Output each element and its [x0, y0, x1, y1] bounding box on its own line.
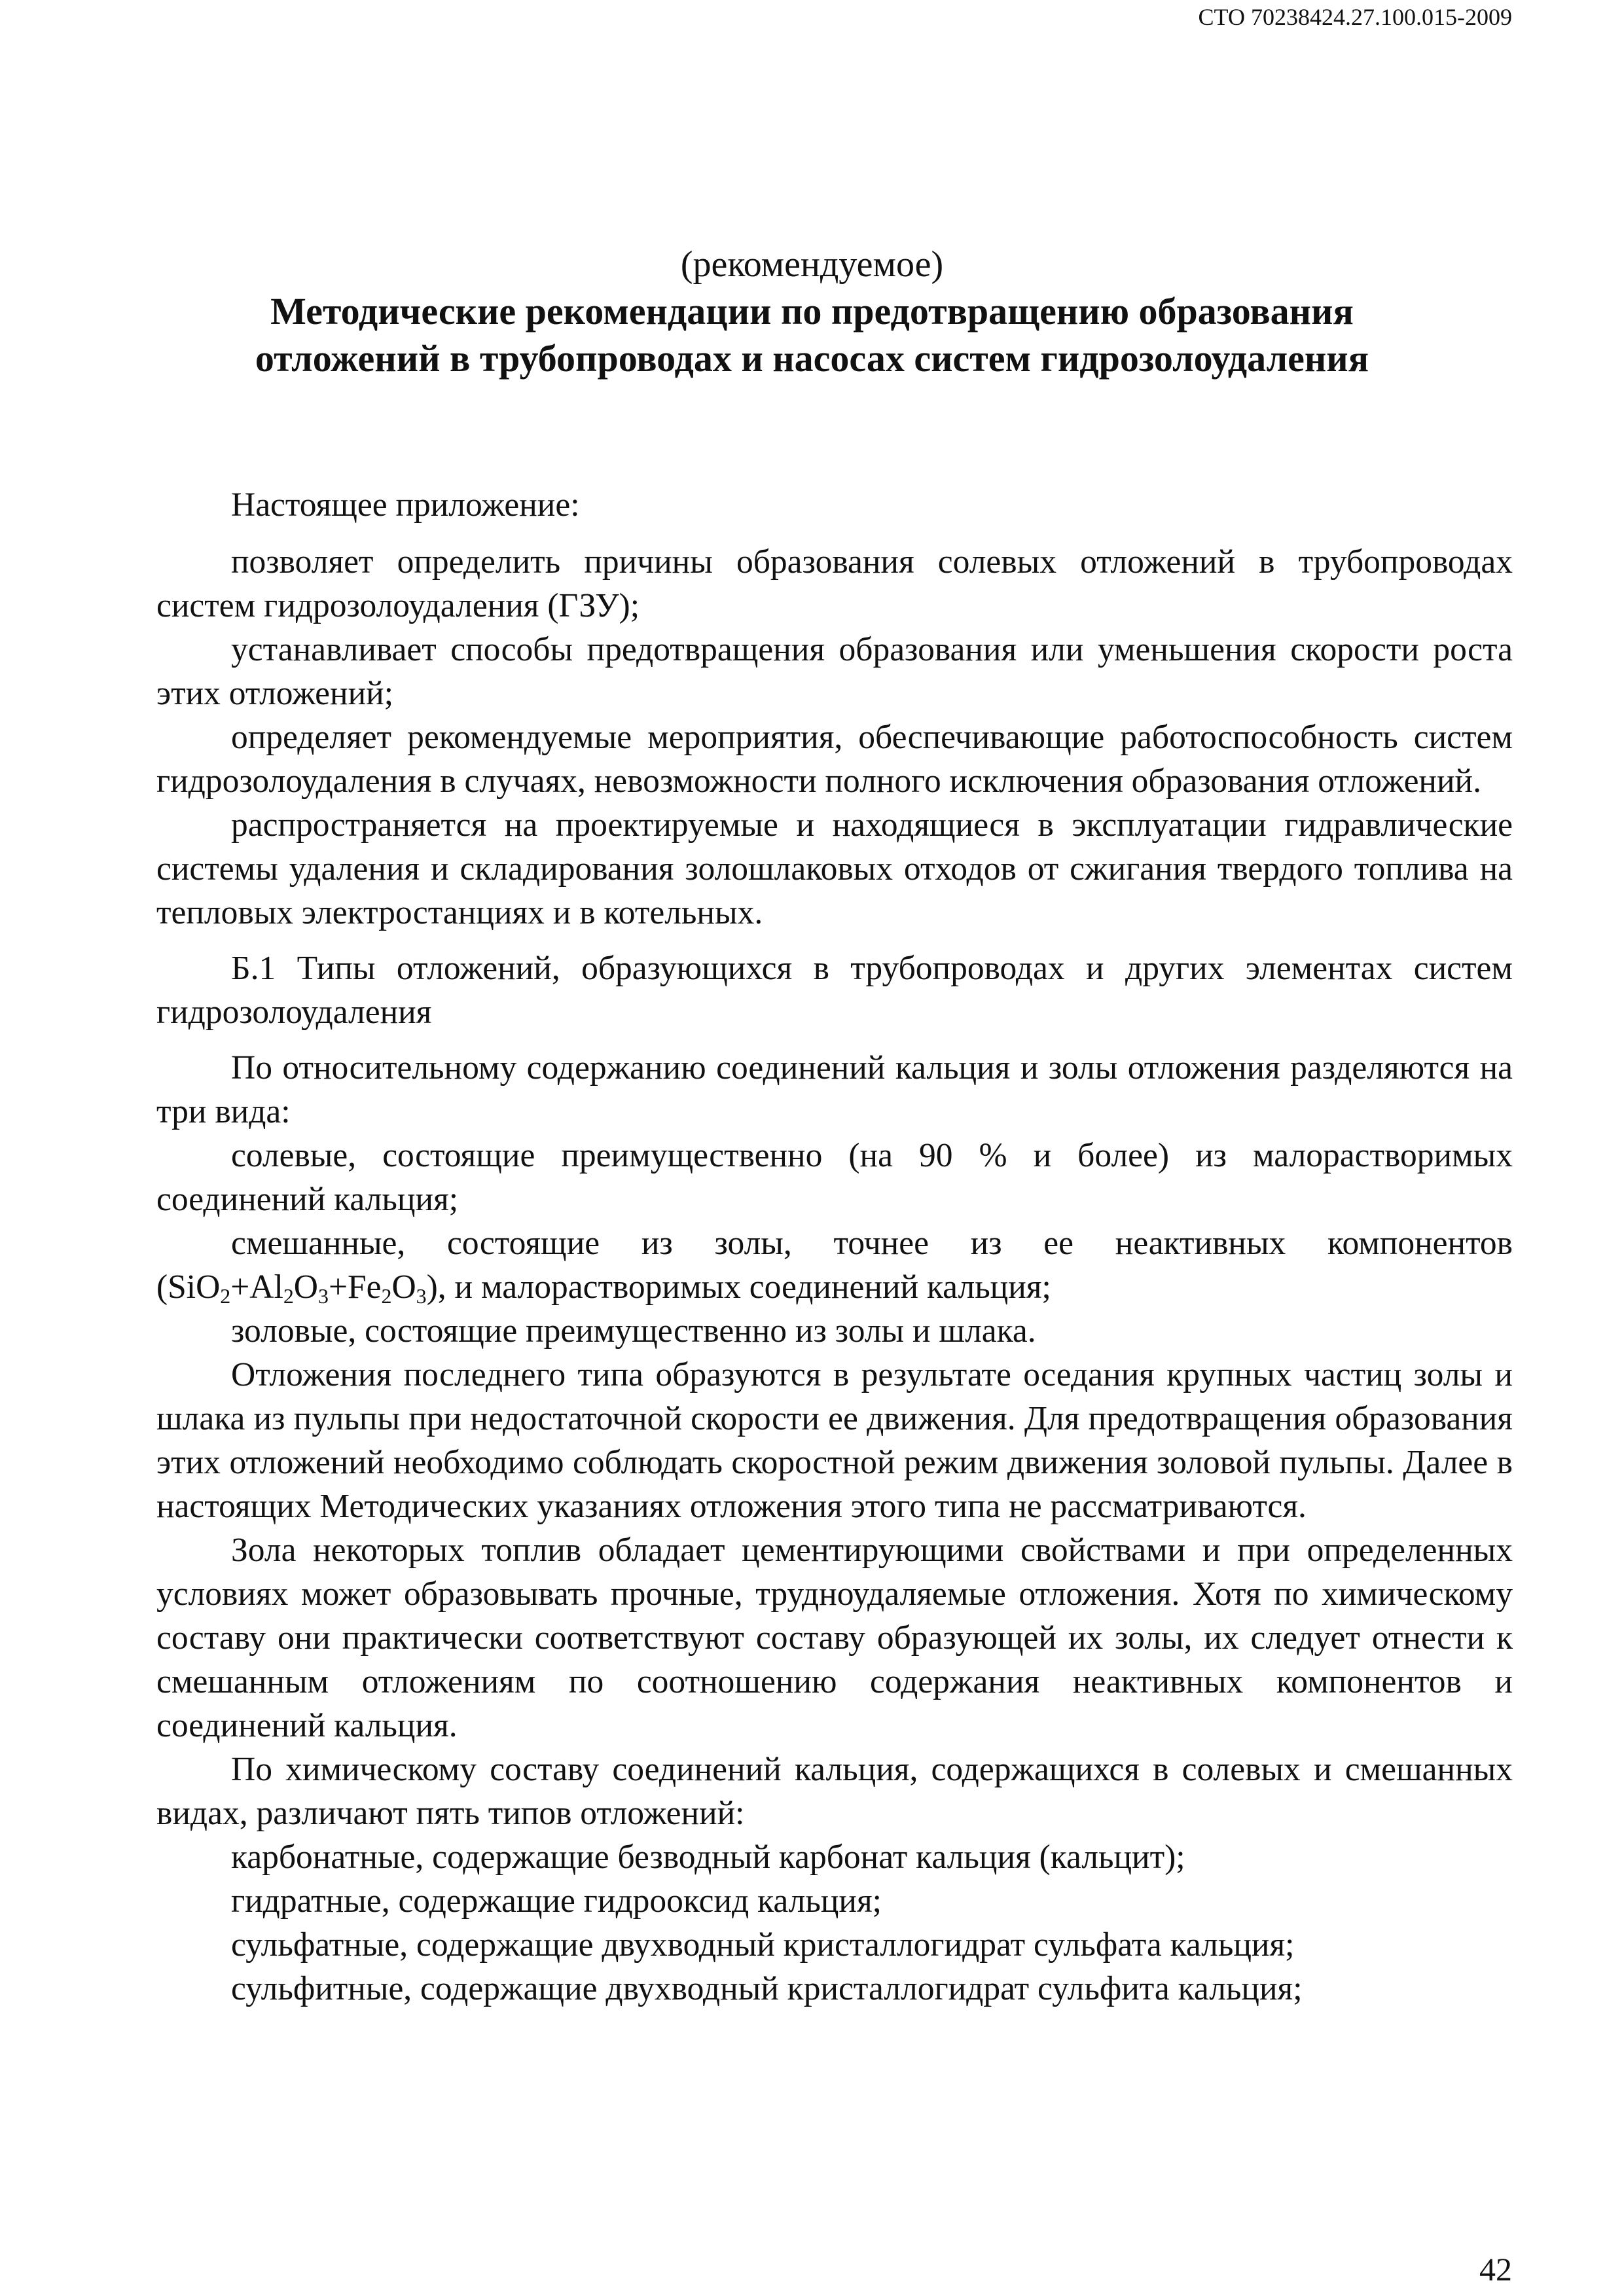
page-number: 42 [1479, 2251, 1512, 2287]
list-item-paragraph: сульфитные, содержащие двухводный кристаллогидрат сульфита кальция; [231, 1970, 1303, 2007]
scope-item-paragraph: позволяет определить причины образования солевых отложений в трубопроводах систем гидрозолоудаления (ГЗУ); [156, 543, 1513, 624]
body-paragraph: По химическому составу соединений кальция, содержащихся в солевых и смешанных видах, различают пять типов отложений: [156, 1751, 1513, 1832]
section-heading-b1: Б.1 Типы отложений, образующихся в трубопроводах и других элементах систем гидрозолоудаления [156, 950, 1513, 1031]
subscript: 3 [416, 1284, 427, 1308]
appendix-title-block [0, 241, 1624, 382]
mixed-text-end: ), и малорастворимых соединений кальция; [426, 1268, 1051, 1306]
subscript: 2 [381, 1284, 392, 1308]
appendix-title-line-2: отложений в трубопроводах и насосах систем гидрозолоудаления [255, 337, 1369, 380]
formula-part: +Fe [328, 1268, 382, 1306]
subscript: 2 [283, 1284, 294, 1308]
list-item-paragraph: карбонатные, содержащие безводный карбонат кальция (кальцит); [231, 1839, 1185, 1876]
scope-item-paragraph: распространяется на проектируемые и находящиеся в эксплуатации гидравлические системы удаления и складирования золошлаковых отходов от сжигания твердого топлива на тепловых электростанциях и в котельных. [156, 806, 1513, 931]
list-item-paragraph-mixed [156, 1221, 1513, 1309]
document-code-header: СТО 70238424.27.100.015-2009 [1198, 4, 1512, 30]
scope-item-paragraph: определяет рекомендуемые мероприятия, обеспечивающие работоспособность систем гидрозолоудаления в случаях, невозможности полного исключения образования отложений. [156, 719, 1513, 800]
list-item-paragraph: гидратные, содержащие гидрооксид кальция; [231, 1882, 882, 1920]
appendix-status: (рекомендуемое) [680, 244, 944, 285]
subscript: 3 [317, 1284, 329, 1308]
subscript: 2 [220, 1284, 231, 1308]
list-item-paragraph: солевые, состоящие преимущественно (на 90 % и более) из малорастворимых соединений кальция; [156, 1137, 1513, 1218]
formula-part: O [391, 1268, 416, 1306]
formula-part: +Al [230, 1268, 283, 1306]
body-paragraph: Зола некоторых топлив обладает цементирующими свойствами и при определенных условиях может образовывать прочные, трудноудаляемые отложения. Хотя по химическому составу они практически соответствуют составу образующей их золы, их следует отнести к смешанным отложениям по соотношению содержания неактивных компонентов и соединений кальция. [156, 1532, 1513, 1744]
document-body [156, 483, 1513, 2011]
body-paragraph: Отложения последнего типа образуются в результате оседания крупных частиц золы и шлака из пульпы при недостаточной скорости ее движения. Для предотвращения образования этих отложений необходимо соблюдать скоростной режим движения золовой пульпы. Далее в настоящих Методических указаниях отложения этого типа не рассматриваются. [156, 1356, 1513, 1525]
mixed-text-start: смешанные, состоящие из золы, точнее из ее неактивных компонентов (SiO [156, 1225, 1513, 1306]
list-item-paragraph: сульфатные, содержащие двухводный кристаллогидрат сульфата кальция; [231, 1926, 1295, 1964]
list-item-paragraph: золовые, состоящие преимущественно из золы и шлака. [231, 1312, 1036, 1350]
formula-part: O [293, 1268, 318, 1306]
intro-paragraph: Настоящее приложение: [231, 486, 580, 524]
appendix-title-line-1: Методические рекомендации по предотвращению образования [270, 290, 1354, 332]
scope-item-paragraph: устанавливает способы предотвращения образования или уменьшения скорости роста этих отложений; [156, 631, 1513, 712]
body-paragraph: По относительному содержанию соединений кальция и золы отложения разделяются на три вида: [156, 1049, 1513, 1130]
